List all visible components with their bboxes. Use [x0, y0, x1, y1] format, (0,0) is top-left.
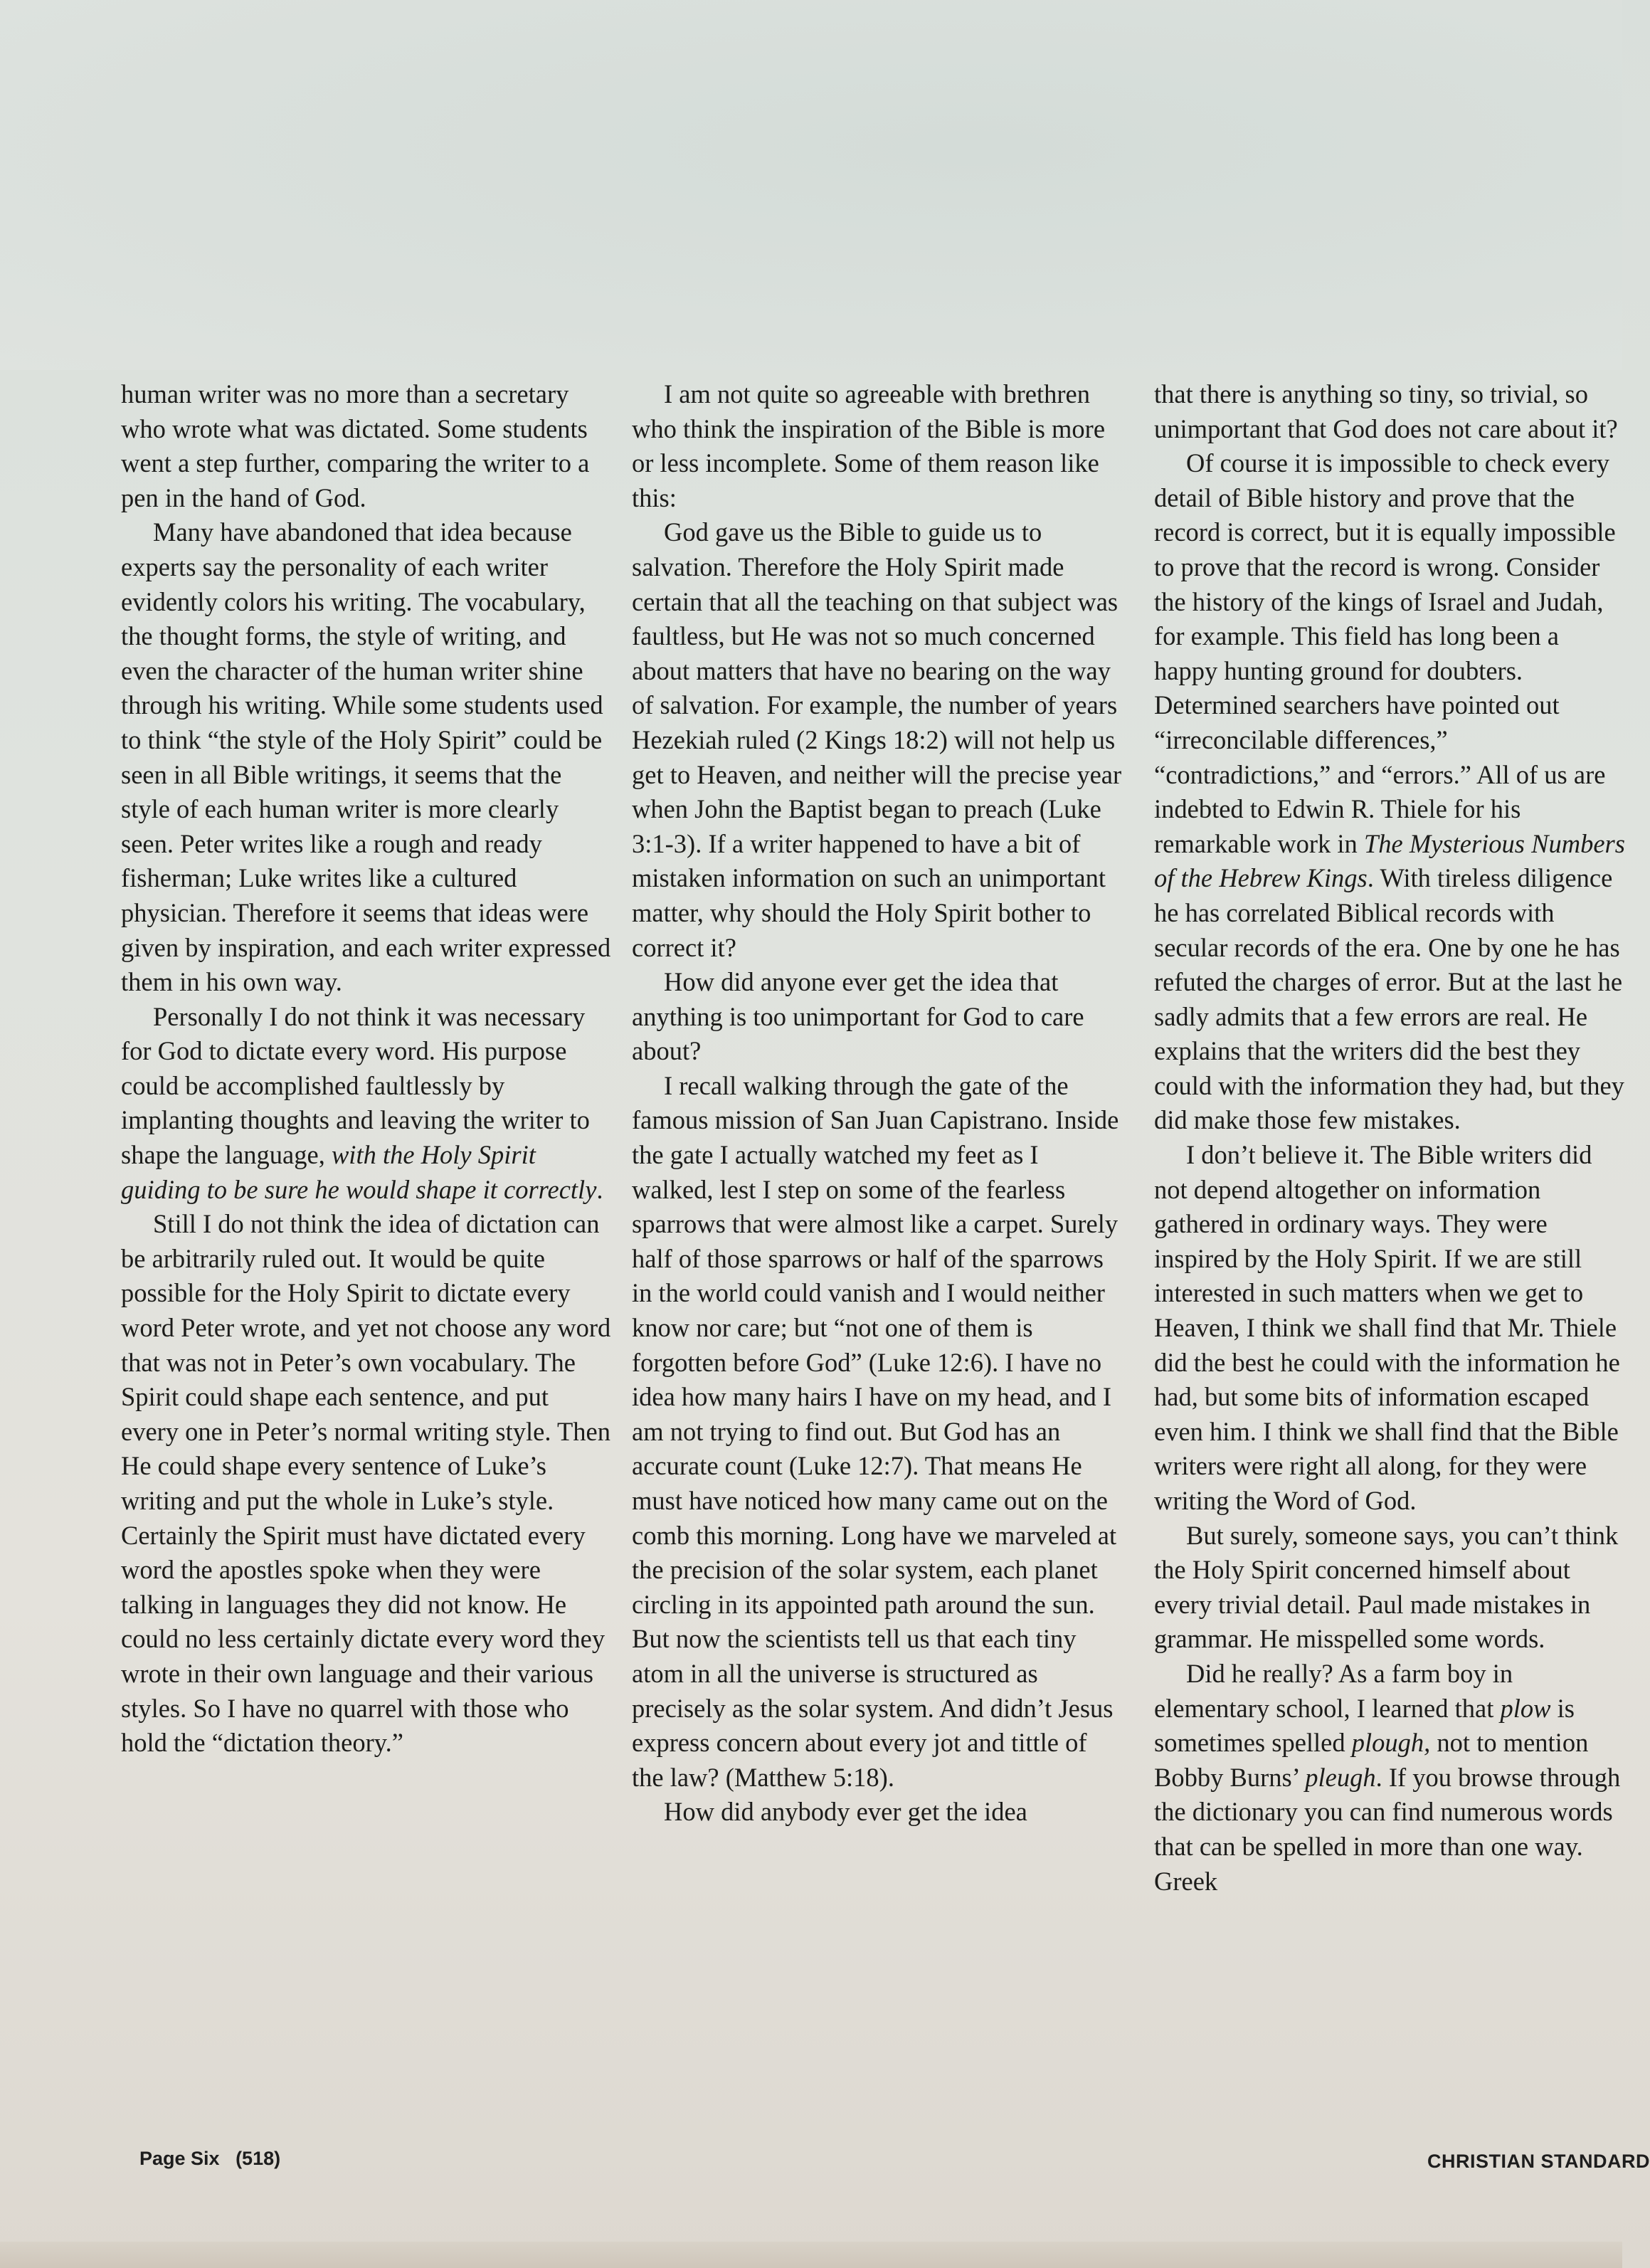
paragraph: I don’t believe it. The Bible writers did not depend altogether on information gathered in ordinary ways. They were inspired by the Holy Spirit. If we are still interested in such matters when we get to Heaven, I think we shall find that Mr. Thiele did the best he could with the information he had, but some bits of information escaped even him. I think we shall find that the Bible writers were right all along, for they were writing the Word of God.	[1154, 1140, 1620, 1515]
paragraph-text: . With tireless diligence he has correlated Biblical records with secular records of the era. One by one he has refuted the charges of error. But at the last he sadly admits that a few errors are real. He explains that the writers did the best they could with the information they had, but they did make those few mistakes.	[1154, 863, 1624, 1135]
paragraph	[1154, 1657, 1627, 1899]
italic-word: plow	[1500, 1693, 1551, 1723]
italic-word: plough,	[1351, 1728, 1431, 1758]
paragraph: I recall walking through the gate of the famous mission of San Juan Capistrano. Inside the gate I actually watched my feet as I walked, lest I step on some of the fearless sparrows that were almost like a carpet. Surely half of those sparrows or half of the sparrows in the world could vanish and I would neither know nor care; but “not one of them is forgotten before God” (Luke 12:6). I have no idea how many hairs I have on my head, and I am not trying to find out. But God has an accurate count (Luke 12:7). That means He must have noticed how many came out on the comb this morning. Long have we marveled at the precision of the solar system, each planet circling in its appointed path around the sun. But now the scientists tell us that each tiny atom in all the universe is structured as precisely as the solar system. And didn’t Jesus express concern about every jot and tittle of the law? (Matthew 5:18).	[632, 1070, 1119, 1792]
article-column-2	[632, 377, 1123, 2085]
page-number-footer: Page Six (518)	[139, 2148, 281, 2169]
article-column-3	[1154, 377, 1627, 2085]
photo-area-blank	[0, 0, 1622, 370]
paragraph-text: Personally I do not think it was necessary for God to dictate every word. His purpose could be accomplished faultlessly by implanting thoughts and leaving the writer to shape the language,	[121, 1001, 590, 1170]
paragraph: human writer was no more than a secretary who wrote what was dictated. Some students went a step further, comparing the writer to a pen in the hand of God.	[121, 379, 590, 512]
italic-phrase: with the Holy Spirit guiding to be sure he would shape it correctly	[121, 1140, 597, 1204]
paragraph: Still I do not think the idea of dictation can be arbitrarily ruled out. It would be quite possible for the Holy Spirit to dictate every word Peter wrote, and yet not choose any word that was not in Peter’s own vocabulary. The Spirit could shape each sentence, and put every one in Peter’s normal writing style. Then He could shape every sentence of Luke’s writing and put the whole in Luke’s style. Certainly the Spirit must have dictated every word the apostles spoke when they were talking in languages they did not know. He could no less certainly dictate every word they wrote in their own language and their various styles. So I have no quarrel with those who hold the “dictation theory.”	[121, 1209, 611, 1758]
paragraph-text: is sometimes spelled	[1154, 1693, 1575, 1758]
paragraph-text: not to mention Bobby Burns’	[1154, 1728, 1589, 1792]
paragraph-text: Of course it is impossible to check every detail of Bible history and prove that the record is correct, but it is equally impossible to prove that the record is wrong. Consider the history of the kings of Israel and Judah, for example. This field has long been a happy hunting ground for doubters. Determined searchers have pointed out “irreconcilable differences,” “contradictions,” and “errors.” All of us are indebted to Edwin R. Thiele for his remarkable work in	[1154, 448, 1616, 858]
paragraph-text: . If you browse through the dictionary you can find numerous words that can be spelled in more than one way. Greek	[1154, 1762, 1621, 1896]
paragraph-text: Did he really? As a farm boy in elementary school, I learned that	[1154, 1658, 1513, 1723]
paragraph-text: .	[596, 1174, 603, 1204]
paragraph: that there is anything so tiny, so trivial, so unimportant that God does not care about it?	[1154, 379, 1618, 443]
paragraph	[1154, 446, 1627, 1138]
paragraph: How did anyone ever get the idea that anything is too unimportant for God to care about?	[632, 967, 1084, 1066]
paragraph: How did anybody ever get the idea	[664, 1797, 1027, 1827]
italic-word: pleugh	[1305, 1762, 1376, 1792]
article-column-1	[121, 377, 612, 2085]
magazine-name-footer: CHRISTIAN STANDARD	[1427, 2151, 1650, 2172]
page-bottom-edge	[0, 2242, 1622, 2268]
paragraph: But surely, someone says, you can’t think the Holy Spirit concerned himself about every trivial detail. Paul made mistakes in grammar. He misspelled some words.	[1154, 1520, 1619, 1654]
paragraph: God gave us the Bible to guide us to salvation. Therefore the Holy Spirit made certain that all the teaching on that subject was faultless, but He was not so much concerned about matters that have no bearing on the way of salvation. For example, the number of years Hezekiah ruled (2 Kings 18:2) will not help us get to Heaven, and neither will the precise year when John the Baptist began to preach (Luke 3:1-3). If a writer happened to have a bit of mistaken information on such an unimportant matter, why should the Holy Spirit bother to correct it?	[632, 517, 1122, 962]
paragraph	[121, 1000, 612, 1208]
paragraph: I am not quite so agreeable with brethren who think the inspiration of the Bible is more or less incomplete. Some of them reason like this:	[632, 379, 1106, 512]
paragraph: Many have abandoned that idea because experts say the personality of each writer evidently colors his writing. The vocabulary, the thought forms, the style of writing, and even the character of the human writer shine through his writing. While some students used to think “the style of the Holy Spirit” could be seen in all Bible writings, it seems that the style of each human writer is more clearly seen. Peter writes like a rough and ready fisherman; Luke writes like a cultured physician. Therefore it seems that ideas were given by inspiration, and each writer expressed them in his own way.	[121, 517, 611, 997]
book-title: The Mysterious Numbers of the Hebrew Kings	[1154, 828, 1625, 893]
